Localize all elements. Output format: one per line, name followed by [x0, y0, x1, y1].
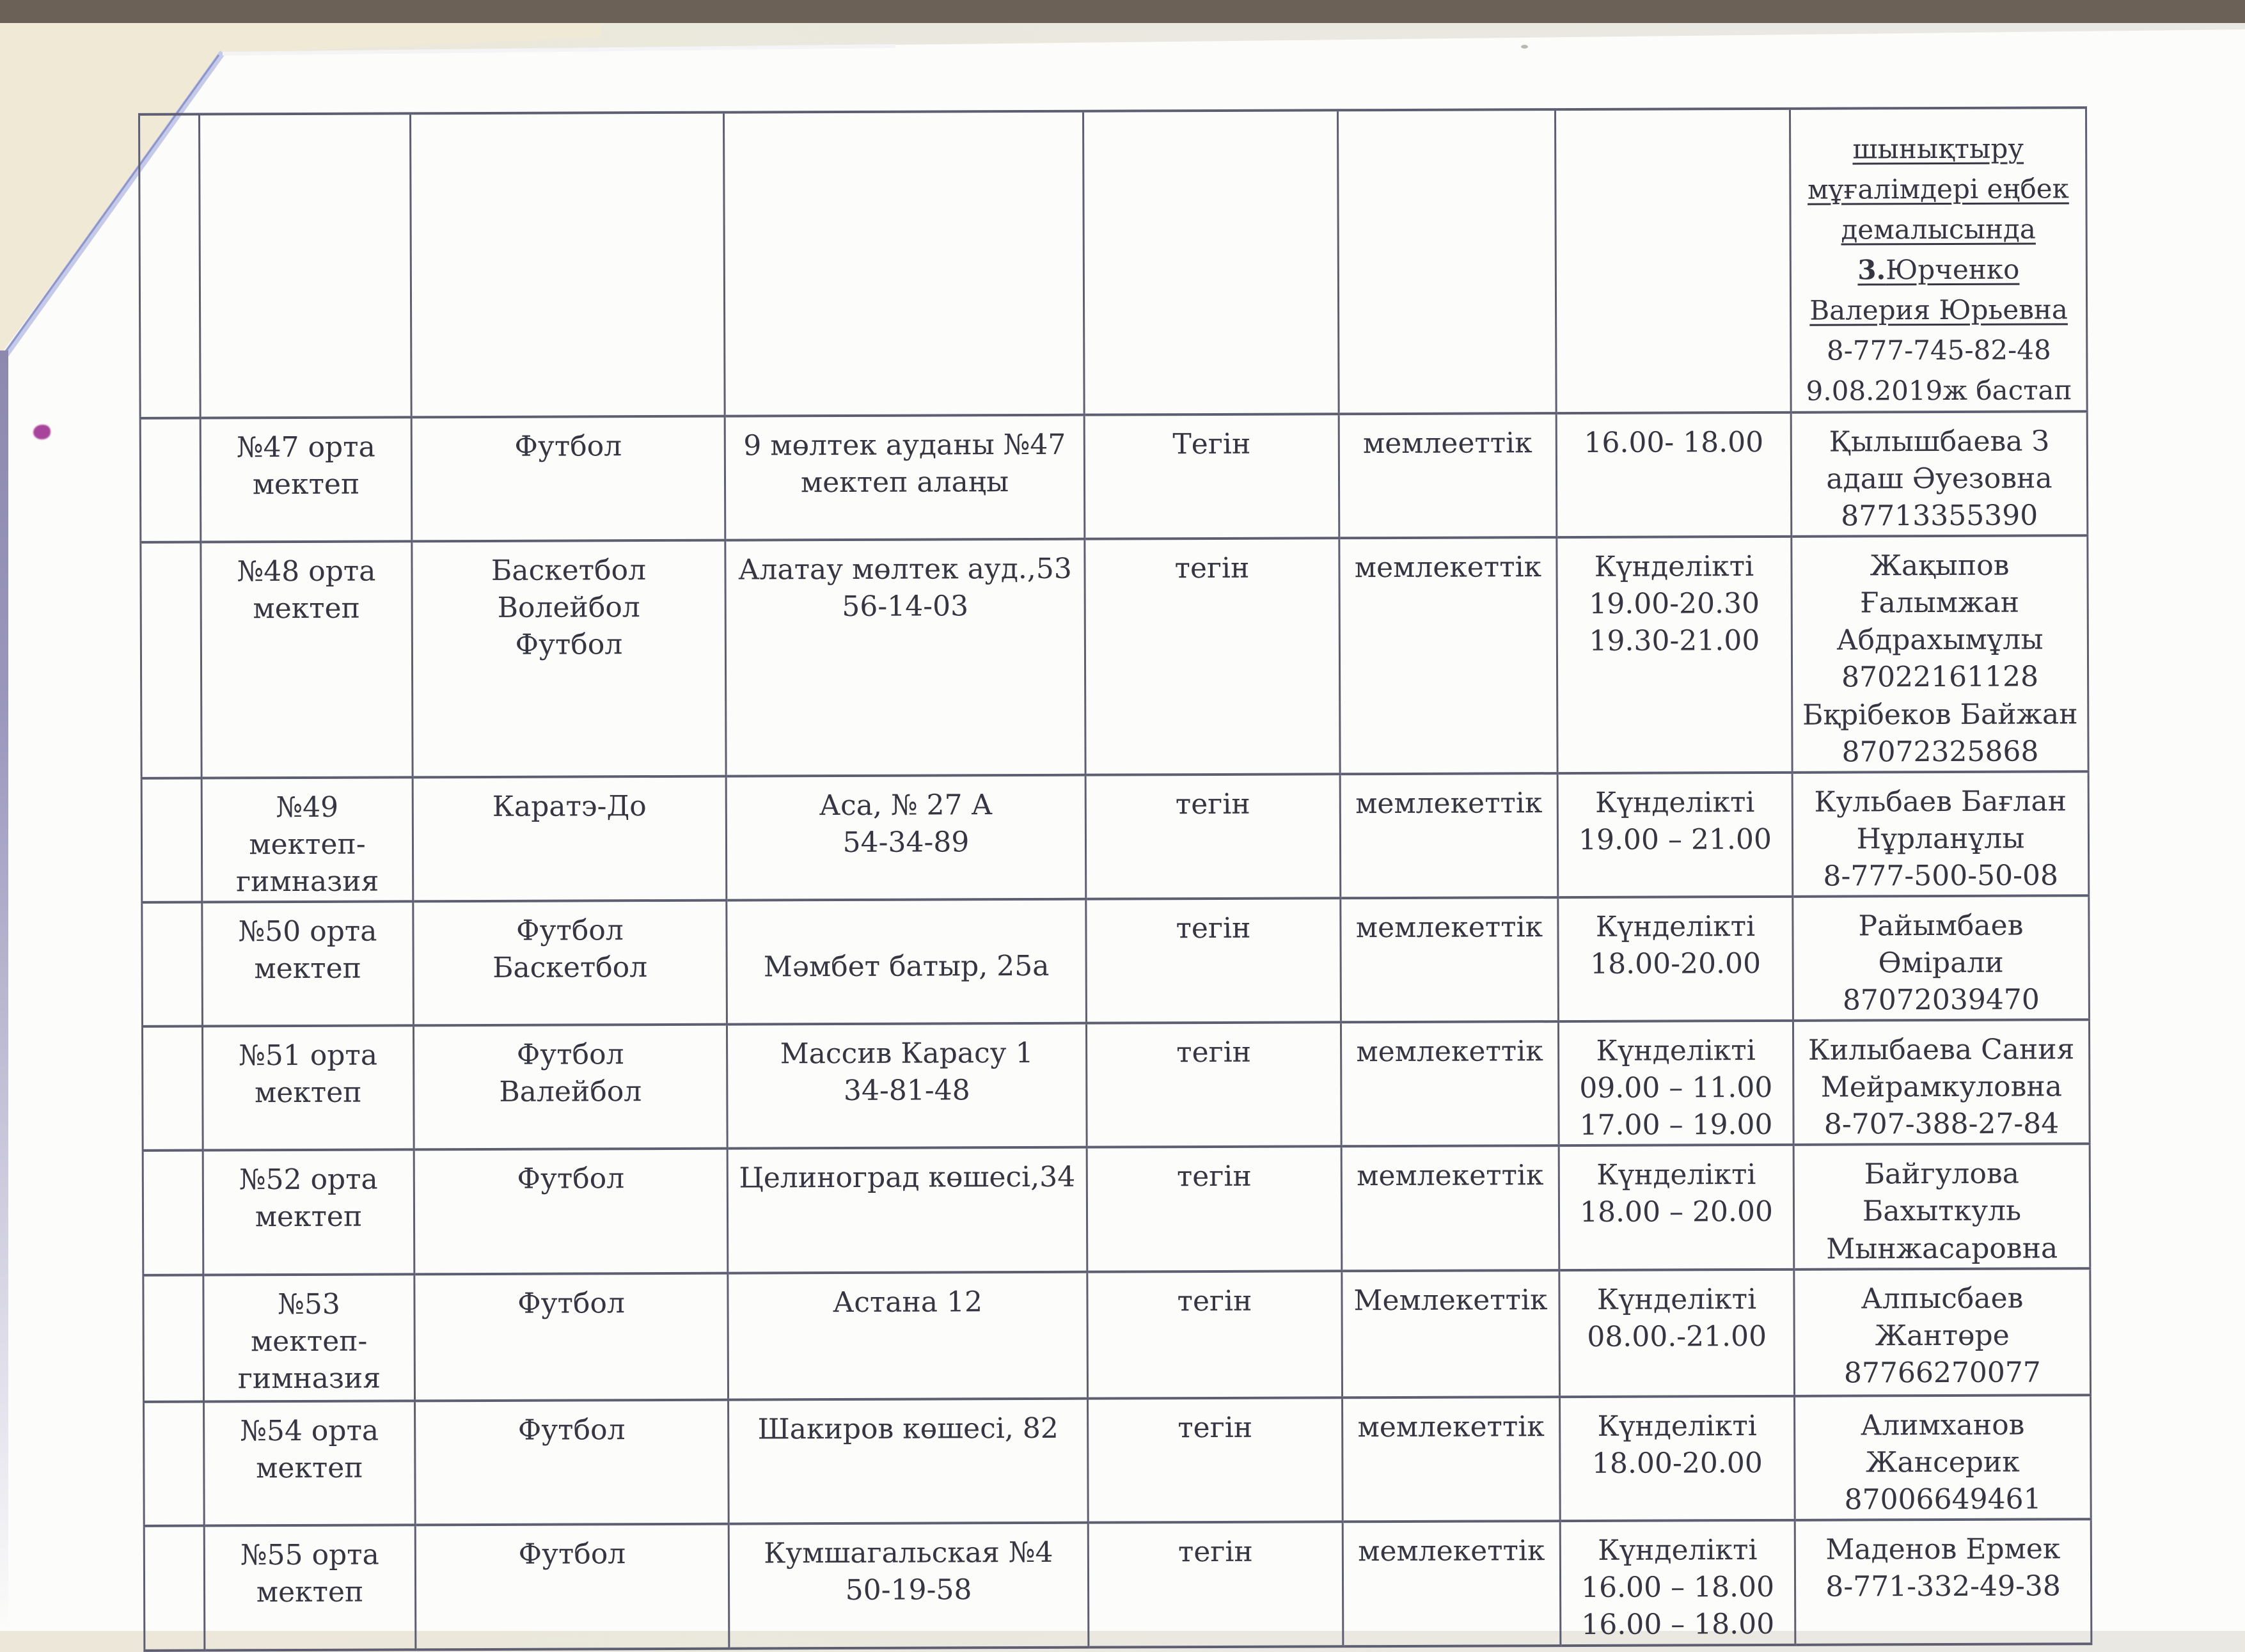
cell-line: мектеп	[252, 468, 360, 501]
cell-schedule	[1560, 1520, 1795, 1646]
cell-address	[727, 1147, 1087, 1273]
cell-school	[204, 1401, 416, 1525]
contact-line-text: 8-707-388-27-84	[1824, 1107, 2060, 1141]
cell-ownership	[1341, 1021, 1559, 1146]
cell-line: Күнделікті	[1595, 909, 1756, 943]
cell-num	[141, 778, 202, 902]
cell-contact	[1793, 1144, 2090, 1270]
contact-line-text: Жақыпов	[1870, 549, 2010, 583]
cell-line: мемлекеттік	[1356, 1035, 1543, 1069]
cell-contact	[1795, 1519, 2091, 1645]
contact-line	[1799, 1068, 2083, 1106]
cell-line: 9 мөлтек ауданы №47	[743, 428, 1066, 462]
cell-contact	[1793, 895, 2090, 1021]
cell-line: 19.30-21.00	[1589, 624, 1760, 658]
cell-fee	[1087, 1271, 1343, 1398]
cell-num	[143, 1151, 203, 1275]
contact-line-text: Қылышбаева З	[1829, 425, 2049, 459]
contact-line	[1798, 585, 2082, 623]
contact-line	[1800, 1156, 2084, 1194]
contact-line	[1800, 1406, 2084, 1445]
contact-line-text: 3.Юрченко Валерия Юрьевна	[1809, 253, 2068, 326]
cell-line: Астана 12	[832, 1285, 983, 1319]
contact-line-text: 8-777-500-50-08	[1823, 859, 2058, 893]
contact-line	[1797, 423, 2081, 461]
cell-sports	[415, 1399, 729, 1525]
cell-school	[202, 901, 414, 1026]
contact-line	[1799, 1031, 2083, 1069]
cell-num	[142, 902, 203, 1027]
cell-line: 19.00-20.30	[1589, 587, 1760, 621]
contact-line	[1799, 820, 2083, 858]
contact-line-text: 87072325868	[1841, 735, 2039, 769]
contact-line	[1801, 1568, 2085, 1606]
contact-line-text: 8-777-745-82-48	[1826, 334, 2051, 366]
cell-line: 50-19-58	[845, 1573, 972, 1607]
contact-line	[1799, 907, 2083, 982]
contact-line-text: Килыбаева Сания	[1808, 1033, 2075, 1067]
cell-school	[201, 777, 413, 902]
cell-address	[725, 539, 1085, 776]
cell-line: мемлекеттік	[1354, 551, 1542, 585]
cell-line: Массив Карасу 1	[780, 1037, 1034, 1071]
cell-num	[141, 542, 201, 778]
contact-line	[1800, 1481, 2084, 1519]
contact-line-text: 87022161128	[1841, 660, 2039, 695]
cell-schedule	[1556, 413, 1792, 538]
cell-line: 16.00 – 18.00	[1581, 1570, 1775, 1604]
cell-school	[200, 113, 412, 418]
cell-line: 54-34-89	[842, 826, 970, 859]
table-region	[138, 106, 2092, 1651]
cell-line: Целиноград көшесі,34	[739, 1161, 1076, 1195]
cell-line: №54 орта	[240, 1414, 379, 1447]
cell-line: Баскетбол	[491, 554, 647, 588]
cell-line: мектеп	[255, 1076, 362, 1110]
cell-line: №47 орта	[236, 430, 375, 464]
cell-line: Баскетбол	[492, 951, 648, 984]
cell-sports	[412, 540, 726, 777]
contact-line-text: 8-771-332-49-38	[1825, 1569, 2061, 1603]
cell-line: №53	[278, 1287, 340, 1321]
cell-line: Кумшагальская №4	[764, 1536, 1053, 1570]
cell-line: 19.00 – 21.00	[1578, 822, 1772, 856]
cell-line: тегін	[1175, 787, 1250, 821]
cell-school	[200, 417, 412, 542]
cell-line: Футбол	[517, 1413, 626, 1447]
cell-line: Мәмбет батыр, 25а	[763, 949, 1050, 984]
page-left-edge-shadow	[0, 350, 8, 1631]
contact-line	[1797, 460, 2081, 498]
cell-line: мектеп	[254, 952, 361, 986]
cell-line: Футбол	[516, 1038, 624, 1071]
cell-line: мемлекеттік	[1357, 1159, 1544, 1193]
cell-line: Аса, № 27 А	[819, 788, 993, 822]
cell-line: тегін	[1176, 1160, 1252, 1193]
contact-line	[1798, 659, 2082, 697]
cell-school	[203, 1150, 414, 1275]
cell-line: 56-14-03	[842, 590, 969, 624]
cell-schedule	[1559, 1145, 1794, 1270]
cell-line: тегін	[1176, 1035, 1252, 1069]
cell-line: 09.00 – 11.00	[1579, 1071, 1773, 1105]
cell-line: гимназия	[235, 865, 379, 899]
cell-line: тегін	[1177, 1284, 1252, 1318]
cell-ownership	[1343, 1521, 1561, 1646]
cell-line: Футбол	[517, 1286, 625, 1320]
cell-line: 18.00-20.00	[1591, 1446, 1763, 1480]
contact-line-text: шынықтыру мұғалімдері еңбек демалысында	[1807, 132, 2069, 246]
contact-line-text: Нұрланұлы	[1856, 822, 2025, 856]
contact-line-bold-prefix: 3.	[1857, 254, 1886, 286]
cell-contact	[1790, 107, 2087, 413]
contact-line	[1798, 733, 2082, 771]
contact-line	[1797, 249, 2081, 331]
cell-sports	[411, 416, 725, 542]
contact-line-text: Алимханов	[1860, 1408, 2025, 1442]
cell-schedule	[1558, 1021, 1793, 1146]
contact-line-text: 87766270077	[1843, 1356, 2041, 1390]
contact-line-text: Мейрамкуловна	[1820, 1070, 2063, 1104]
cell-contact	[1792, 535, 2088, 772]
cell-contact	[1795, 1395, 2091, 1520]
table-row	[142, 1019, 2090, 1151]
cell-sports	[413, 776, 727, 901]
cell-fee	[1086, 898, 1341, 1023]
cell-address	[727, 899, 1087, 1025]
cell-fee	[1086, 1022, 1341, 1147]
cell-line: мектеп-	[250, 1325, 368, 1358]
contact-line	[1800, 1230, 2084, 1268]
table-row-partial	[139, 107, 2088, 418]
cell-sports	[413, 901, 727, 1026]
contact-line	[1799, 981, 2083, 1019]
cell-ownership	[1337, 109, 1556, 414]
contact-line-text: 9.08.2019ж бастап	[1806, 374, 2072, 407]
cell-line: Күнделікті	[1596, 1034, 1756, 1068]
contact-line	[1800, 1354, 2084, 1392]
cell-address	[729, 1398, 1089, 1523]
cell-line: мектеп	[255, 1200, 363, 1234]
cell-line: мемлекеттік	[1355, 786, 1543, 820]
cell-line: мектеп-	[249, 828, 366, 861]
dust-speck	[1521, 45, 1528, 49]
cell-line: 08.00.-21.00	[1587, 1319, 1767, 1353]
cell-sports	[413, 1025, 727, 1150]
cell-line: мектеп	[256, 1451, 363, 1484]
cell-fee	[1083, 110, 1339, 414]
table-row	[142, 895, 2090, 1027]
contact-line-text: Байгулова	[1864, 1158, 2020, 1191]
contact-line	[1799, 857, 2083, 895]
table-row	[141, 771, 2089, 902]
cell-line: мектеп	[256, 1575, 364, 1609]
cell-line: мемлееттік	[1362, 427, 1532, 460]
cell-line: №50 орта	[238, 915, 377, 948]
cell-ownership	[1341, 1146, 1559, 1271]
contact-line	[1798, 696, 2082, 734]
cell-contact	[1794, 1268, 2091, 1396]
cell-line: мемлекеттік	[1355, 911, 1543, 945]
contact-line-text: 87072039470	[1842, 983, 2040, 1017]
cell-num	[143, 1275, 204, 1401]
cell-line: Күнделікті	[1597, 1409, 1757, 1443]
contact-line-text: адаш Әуезовна	[1826, 462, 2052, 496]
contact-line-text: Мынжасаровна	[1826, 1231, 2058, 1266]
cell-fee	[1088, 1522, 1343, 1647]
cell-schedule	[1555, 109, 1791, 413]
cell-line: Күнделікті	[1598, 1533, 1758, 1567]
contact-line-text: Райымбаев Өмірали	[1858, 909, 2024, 980]
cell-line: мектеп алаңы	[800, 466, 1009, 500]
cell-school	[201, 542, 413, 778]
cell-num	[144, 1525, 205, 1650]
cell-address	[728, 1271, 1088, 1399]
cell-line: тегін	[1174, 552, 1250, 585]
schedule-table	[138, 106, 2092, 1651]
cell-line: 16.00 – 18.00	[1581, 1607, 1775, 1642]
contact-line	[1800, 1444, 2084, 1482]
cell-ownership	[1339, 537, 1557, 774]
cell-ownership	[1343, 1397, 1561, 1522]
cell-line: тегін	[1178, 1535, 1253, 1569]
cell-address	[726, 775, 1086, 900]
cell-line: Волейбол	[497, 591, 640, 625]
cell-line: Күнделікті	[1594, 550, 1754, 584]
cell-line: Валейбол	[499, 1075, 642, 1109]
cell-line: 18.00-20.00	[1590, 947, 1761, 980]
cell-fee	[1088, 1397, 1343, 1523]
cell-address	[725, 415, 1085, 540]
cell-address	[724, 111, 1085, 416]
contact-line-text: Бахыткуль	[1862, 1195, 2022, 1228]
cell-fee	[1084, 414, 1339, 539]
cell-schedule	[1560, 1396, 1795, 1521]
table-row	[143, 1144, 2090, 1275]
cell-contact	[1793, 1019, 2090, 1145]
cell-line: 34-81-48	[843, 1074, 970, 1108]
cell-line: Күнделікті	[1595, 785, 1755, 819]
cell-line: Күнделікті	[1596, 1282, 1757, 1316]
table-row	[143, 1268, 2091, 1402]
cell-ownership	[1342, 1270, 1560, 1397]
cell-num	[139, 114, 201, 418]
cell-line: Футбол	[516, 914, 624, 947]
cell-sports	[414, 1149, 728, 1274]
scanner-lid-band	[0, 0, 2245, 23]
cell-line: Күнделікті	[1596, 1158, 1756, 1192]
contact-line	[1800, 1317, 2084, 1355]
contact-line	[1800, 1280, 2084, 1318]
cell-ownership	[1341, 897, 1559, 1022]
cell-schedule	[1557, 537, 1792, 773]
cell-line: Футбол	[518, 1538, 626, 1571]
cell-line: тегін	[1176, 911, 1251, 945]
cell-contact	[1791, 411, 2088, 537]
contact-line	[1799, 1106, 2083, 1144]
table-row	[144, 1395, 2091, 1526]
cell-schedule	[1559, 1269, 1795, 1396]
cell-line: мемлекеттік	[1357, 1410, 1545, 1444]
ink-dot	[33, 425, 51, 439]
cell-num	[142, 1027, 203, 1151]
cell-line: Алатау мөлтек ауд.,53	[738, 552, 1072, 586]
contact-line-text: Кульбаев Бағлан	[1814, 785, 2067, 819]
contact-line	[1798, 622, 2082, 660]
contact-line	[1799, 783, 2083, 821]
cell-line: Футбол	[517, 1162, 625, 1196]
cell-fee	[1085, 539, 1340, 775]
cell-line: гимназия	[237, 1362, 381, 1396]
table-row	[141, 535, 2088, 778]
contact-line-text: Ғалымжан	[1860, 586, 2020, 620]
cell-fee	[1085, 774, 1341, 899]
cell-line: 18.00 – 20.00	[1579, 1195, 1774, 1229]
contact-line-text: 87713355390	[1841, 499, 2038, 533]
cell-contact	[1792, 771, 2089, 897]
contact-line-text: Жантөре	[1875, 1319, 2010, 1353]
cell-sports	[414, 1273, 729, 1401]
cell-line: Каратэ-До	[492, 789, 647, 823]
cell-line: мектеп	[253, 592, 361, 625]
cell-line: 16.00- 18.00	[1584, 425, 1764, 459]
cell-line: тегін	[1178, 1411, 1253, 1444]
cell-address	[727, 1023, 1087, 1149]
contact-line-text: Жансерик	[1865, 1445, 2020, 1479]
cell-line: Шакиров көшесі, 82	[757, 1412, 1059, 1446]
cell-line: №48 орта	[237, 555, 376, 588]
table-row	[140, 411, 2088, 542]
schedule-table-body	[139, 107, 2091, 1650]
cell-line: Футбол	[514, 430, 622, 463]
cell-ownership	[1340, 773, 1558, 898]
contact-line-text: 87006649461	[1844, 1483, 2042, 1516]
cell-school	[203, 1274, 415, 1401]
contact-line	[1800, 1193, 2084, 1231]
cell-num	[144, 1401, 205, 1526]
cell-ownership	[1339, 413, 1557, 538]
cell-fee	[1087, 1147, 1342, 1272]
cell-num	[140, 418, 201, 543]
cell-schedule	[1557, 773, 1793, 898]
cell-line: мемлекеттік	[1358, 1534, 1545, 1568]
contact-line	[1797, 370, 2081, 411]
cell-line: №49	[276, 791, 339, 824]
contact-line	[1796, 128, 2081, 250]
cell-line	[732, 911, 1080, 949]
contact-line-text: Алпысбаев	[1861, 1282, 2024, 1316]
contact-line	[1797, 497, 2081, 535]
cell-line: №51 орта	[239, 1039, 378, 1073]
cell-line: Тегін	[1172, 427, 1251, 461]
cell-address	[729, 1523, 1089, 1649]
cell-line: Футбол	[515, 628, 623, 662]
contact-line	[1797, 329, 2081, 371]
cell-sports	[411, 113, 725, 418]
contact-line-text: Абдрахымұлы	[1836, 623, 2044, 657]
cell-line: 17.00 – 19.00	[1579, 1108, 1773, 1142]
cell-school	[202, 1026, 414, 1151]
cell-school	[204, 1525, 416, 1650]
contact-line-text: Бқрібеков Байжан	[1802, 697, 2078, 732]
cell-line: Мемлекеттік	[1353, 1283, 1548, 1317]
contact-line-text: Маденов Ермек	[1825, 1532, 2061, 1566]
contact-line	[1797, 547, 2081, 585]
cell-line: №52 орта	[239, 1163, 378, 1197]
cell-line: №55 орта	[240, 1538, 379, 1572]
cell-schedule	[1558, 897, 1793, 1022]
contact-line	[1801, 1530, 2085, 1569]
